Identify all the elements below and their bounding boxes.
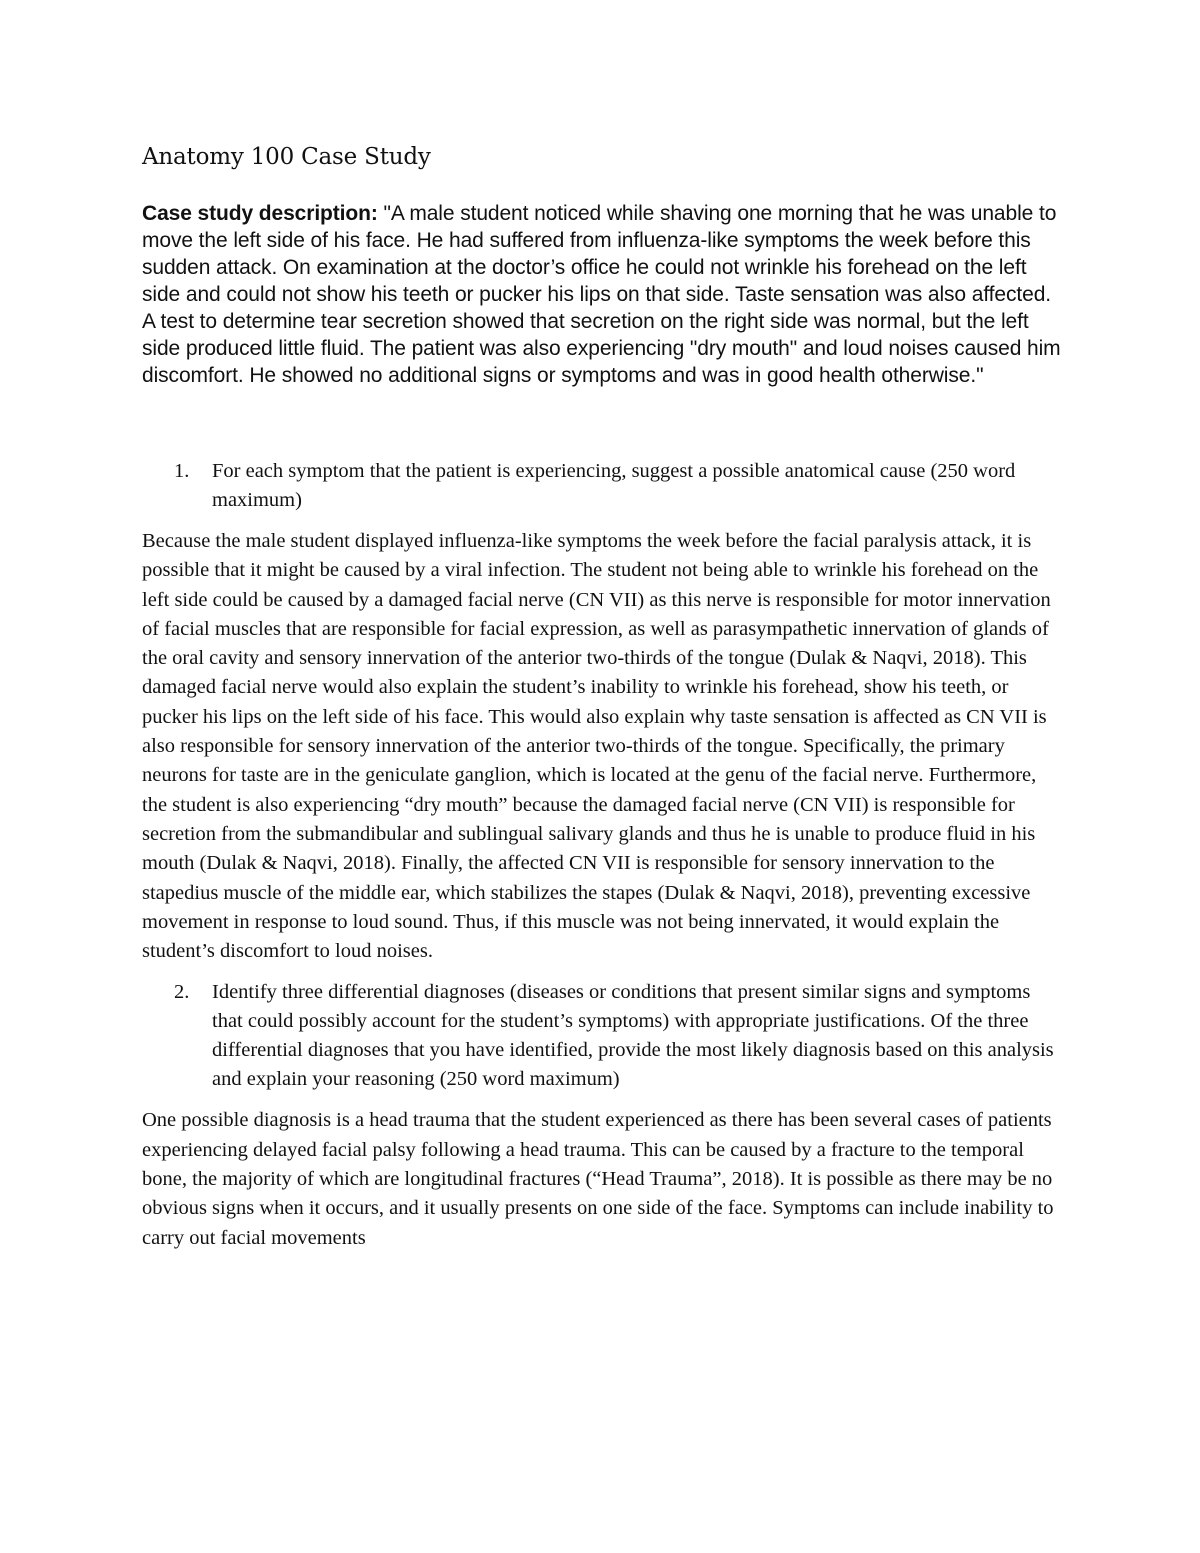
- question-1-number: 1.: [174, 460, 190, 482]
- answer-1: Because the male student displayed influenza-like symptoms the week before the facial paralysis attack, it is possible that it might be caused by a viral infection. The student not being able to wrinkle his forehead on the left side could be caused by a damaged facial nerve (CN VII) as this nerve is responsible for motor innervation of facial muscles that are responsible for facial expression, as well as parasympathetic innervation of glands of the oral cavity and sensory innervation of the anterior two-thirds of the tongue (Dulak & Naqvi, 2018). This damaged facial nerve would also explain the student’s inability to wrinkle his forehead, show his teeth, or pucker his lips on the left side of his face. This would also explain why taste sensation is affected as CN VII is also responsible for sensory innervation of the anterior two-thirds of the tongue. Specifically, the primary neurons for taste are in the geniculate ganglion, which is located at the genu of the facial nerve. Furthermore, the student is also experiencing “dry mouth” because the damaged facial nerve (CN VII) is responsible for secretion from the submandibular and sublingual salivary glands and thus he is unable to produce fluid in his mouth (Dulak & Naqvi, 2018). Finally, the affected CN VII is responsible for sensory innervation to the stapedius muscle of the middle ear, which stabilizes the stapes (Dulak & Naqvi, 2018), preventing excessive movement in response to loud sound. Thus, if this muscle was not being innervated, it would explain the student’s discomfort to loud noises.: [142, 530, 1051, 963]
- question-2-text: Identify three differential diagnoses (diseases or conditions that present similar signs and symptoms that could possibly account for the student’s symptoms) with appropriate justifications. Of the three differential diagnoses that you have identified, provide the most likely diagnosis based on this analysis and explain your reasoning (250 word maximum): [212, 981, 1054, 1091]
- question-2: [142, 978, 1062, 1094]
- case-description: [142, 200, 1062, 389]
- case-description-label: Case study description:: [142, 202, 378, 225]
- case-description-text: "A male student noticed while shaving one morning that he was unable to move the left side of his face. He had suffered from influenza-like symptoms the week before this sudden attack. On examination at the doctor’s office he could not wrinkle his forehead on the left side and could not show his teeth or pucker his lips on that side. Taste sensation was also affected. A test to determine tear secretion showed that secretion on the right side was normal, but the left side produced little fluid. The patient was also experiencing "dry mouth" and loud noises caused him discomfort. He showed no additional signs or symptoms and was in good health otherwise.": [142, 202, 1061, 387]
- document-title: Anatomy 100 Case Study: [142, 144, 431, 170]
- answer-2: One possible diagnosis is a head trauma that the student experienced as there has been several cases of patients experiencing delayed facial palsy following a head trauma. This can be caused by a fracture to the temporal bone, the majority of which are longitudinal fractures (“Head Trauma”, 2018). It is possible as there may be no obvious signs when it occurs, and it usually presents on one side of the face. Symptoms can include inability to carry out facial movements: [142, 1109, 1054, 1249]
- question-1-text: For each symptom that the patient is experiencing, suggest a possible anatomical cause (250 word maximum): [212, 460, 1016, 511]
- question-1: [142, 457, 1062, 515]
- document-page: [142, 140, 1062, 1253]
- question-2-number: 2.: [174, 981, 190, 1004]
